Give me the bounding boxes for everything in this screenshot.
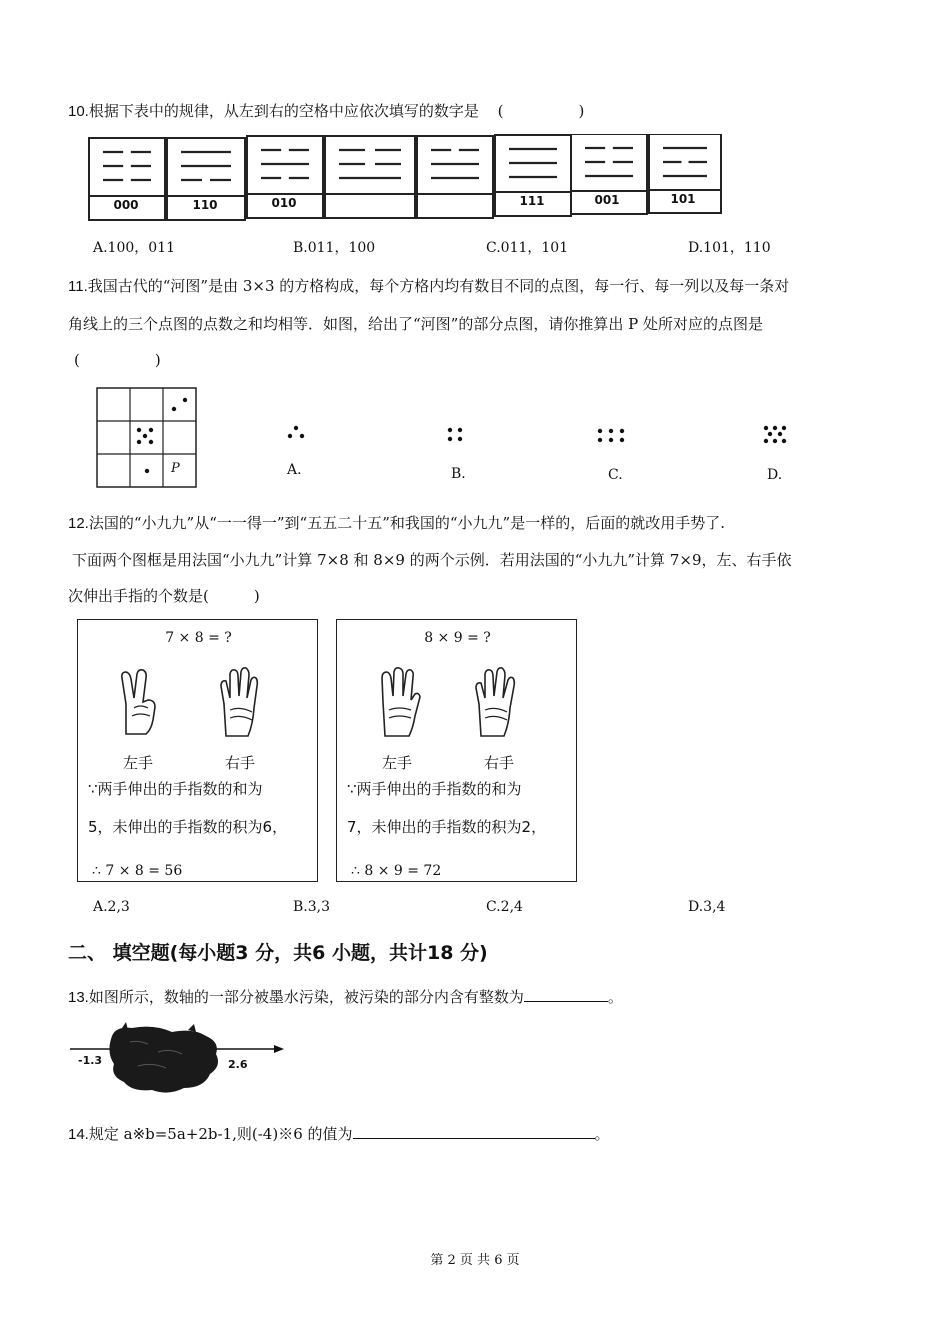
q12-option-d[interactable]: D.3,4 <box>688 899 726 915</box>
box1-left-hand-label: 左手 <box>123 754 154 772</box>
code-cell-6: 111 <box>519 194 545 208</box>
q10-option-a[interactable]: A.100，011 <box>93 240 176 256</box>
q12-option-a[interactable]: A.2,3 <box>93 899 130 915</box>
q13-end: 。 <box>607 988 623 1006</box>
q10-option-b[interactable]: B.011，100 <box>293 240 376 256</box>
q10-text: 根据下表中的规律，从左到右的空格中应依次填写的数字是 <box>88 102 479 120</box>
q13-text: 如图所示，数轴的一部分被墨水污染，被污染的部分内含有整数为 <box>88 988 524 1006</box>
box1-right-hand-label: 右手 <box>225 754 256 772</box>
hetu-grid-figure <box>96 387 198 489</box>
code-cell-2: 110 <box>192 198 218 212</box>
box1-line-3: ∴ 7 × 8 = 56 <box>92 863 183 879</box>
q13-number: 13. <box>68 989 89 1006</box>
box2-line-1: ∵两手伸出的手指数的和为 <box>347 780 522 798</box>
q11-option-b[interactable]: B. <box>451 466 466 482</box>
q12-text-1: 法国的“小九九”从“一一得一”到“五五二十五”和我国的“小九九”是一样的，后面的就改用手势了. <box>88 514 725 532</box>
hand-example-box-1 <box>77 619 318 882</box>
q12-option-c[interactable]: C.2,4 <box>486 899 523 915</box>
q14-end: 。 <box>594 1125 610 1143</box>
q11-option-d[interactable]: D. <box>767 467 783 483</box>
code-cell-3: 010 <box>271 196 297 210</box>
dots-option-a-figure <box>278 420 314 444</box>
box2-line-3: ∴ 8 × 9 = 72 <box>351 863 442 879</box>
q10-paren: ( ) <box>497 102 585 120</box>
hand-example-box-2 <box>336 619 577 882</box>
box1-line-1: ∵两手伸出的手指数的和为 <box>88 780 263 798</box>
q11-paren: ( ) <box>74 351 161 369</box>
q12-paren: ( ) <box>203 587 260 605</box>
q12-line-1 <box>68 512 725 533</box>
code-cell-7: 001 <box>594 193 620 207</box>
q14-text: 规定 a※b=5a+2b-1,则(-4)※6 的值为 <box>88 1125 353 1143</box>
q12-line-2: 下面两个图框是用法国“小九九”计算 7×8 和 8×9 的两个示例．若用法国的“小九九”计算 7×9，左、右手依 <box>72 551 792 569</box>
page-footer: 第 2 页 共 6 页 <box>430 1253 520 1268</box>
q10-option-d[interactable]: D.101，110 <box>688 240 771 256</box>
dots-option-b-figure <box>438 420 474 448</box>
hetu-grid <box>96 387 198 489</box>
q10-option-c[interactable]: C.011，101 <box>486 240 569 256</box>
q14-stem <box>68 1123 610 1144</box>
trigram-table <box>88 134 722 222</box>
right-label-value: 2.6 <box>228 1058 248 1071</box>
dots-option-c-figure <box>592 422 632 448</box>
q11-line-1 <box>68 275 789 296</box>
dots-option-d-figure <box>756 420 796 450</box>
left-hand-icon <box>118 664 160 736</box>
q11-line-2: 角线上的三个点图的点数之和均相等．如图，给出了“河图”的部分点图，请你推算出 P 处所对应的点图是 <box>68 315 763 333</box>
q11-option-c[interactable]: C. <box>608 467 623 483</box>
q11-text-1: 我国古代的“河图”是由 3×3 的方格构成，每个方格内均有数目不同的点图，每一行、每一列以及每一条对 <box>87 277 790 295</box>
p-label: P <box>171 461 180 476</box>
box2-line-2: 7，未伸出的手指数的积为2， <box>347 818 547 836</box>
q12-text-3: 次伸出手指的个数是 <box>68 587 204 605</box>
box1-line-2: 5，未伸出的手指数的积为6， <box>88 818 288 836</box>
left-label-value: -1.3 <box>78 1054 103 1067</box>
box2-title: 8 × 9 = ? <box>424 630 491 646</box>
section-title-fill-in: 二、 填空题(每小题3 分，共6 小题，共计18 分) <box>68 942 488 964</box>
q10-stem <box>68 100 584 121</box>
q14-number: 14. <box>68 1126 89 1143</box>
q12-number: 12. <box>68 515 89 532</box>
code-cell-1: 000 <box>113 198 139 212</box>
number-line-figure <box>68 1022 288 1098</box>
q11-number: 11. <box>68 278 88 295</box>
q13-answer-blank[interactable] <box>524 987 608 1002</box>
code-cell-8: 101 <box>670 192 696 206</box>
q13-stem <box>68 986 623 1007</box>
q11-option-a[interactable]: A. <box>287 462 302 478</box>
right-hand-icon <box>471 664 519 738</box>
box2-left-hand-label: 左手 <box>382 754 413 772</box>
box2-right-hand-label: 右手 <box>484 754 515 772</box>
box1-title: 7 × 8 = ? <box>165 630 232 646</box>
q10-number: 10. <box>68 103 89 120</box>
q12-line-3 <box>68 585 260 606</box>
q12-option-b[interactable]: B.3,3 <box>293 899 331 915</box>
q14-answer-blank[interactable] <box>353 1124 595 1139</box>
right-hand-icon <box>216 664 262 738</box>
left-hand-icon <box>377 664 423 738</box>
